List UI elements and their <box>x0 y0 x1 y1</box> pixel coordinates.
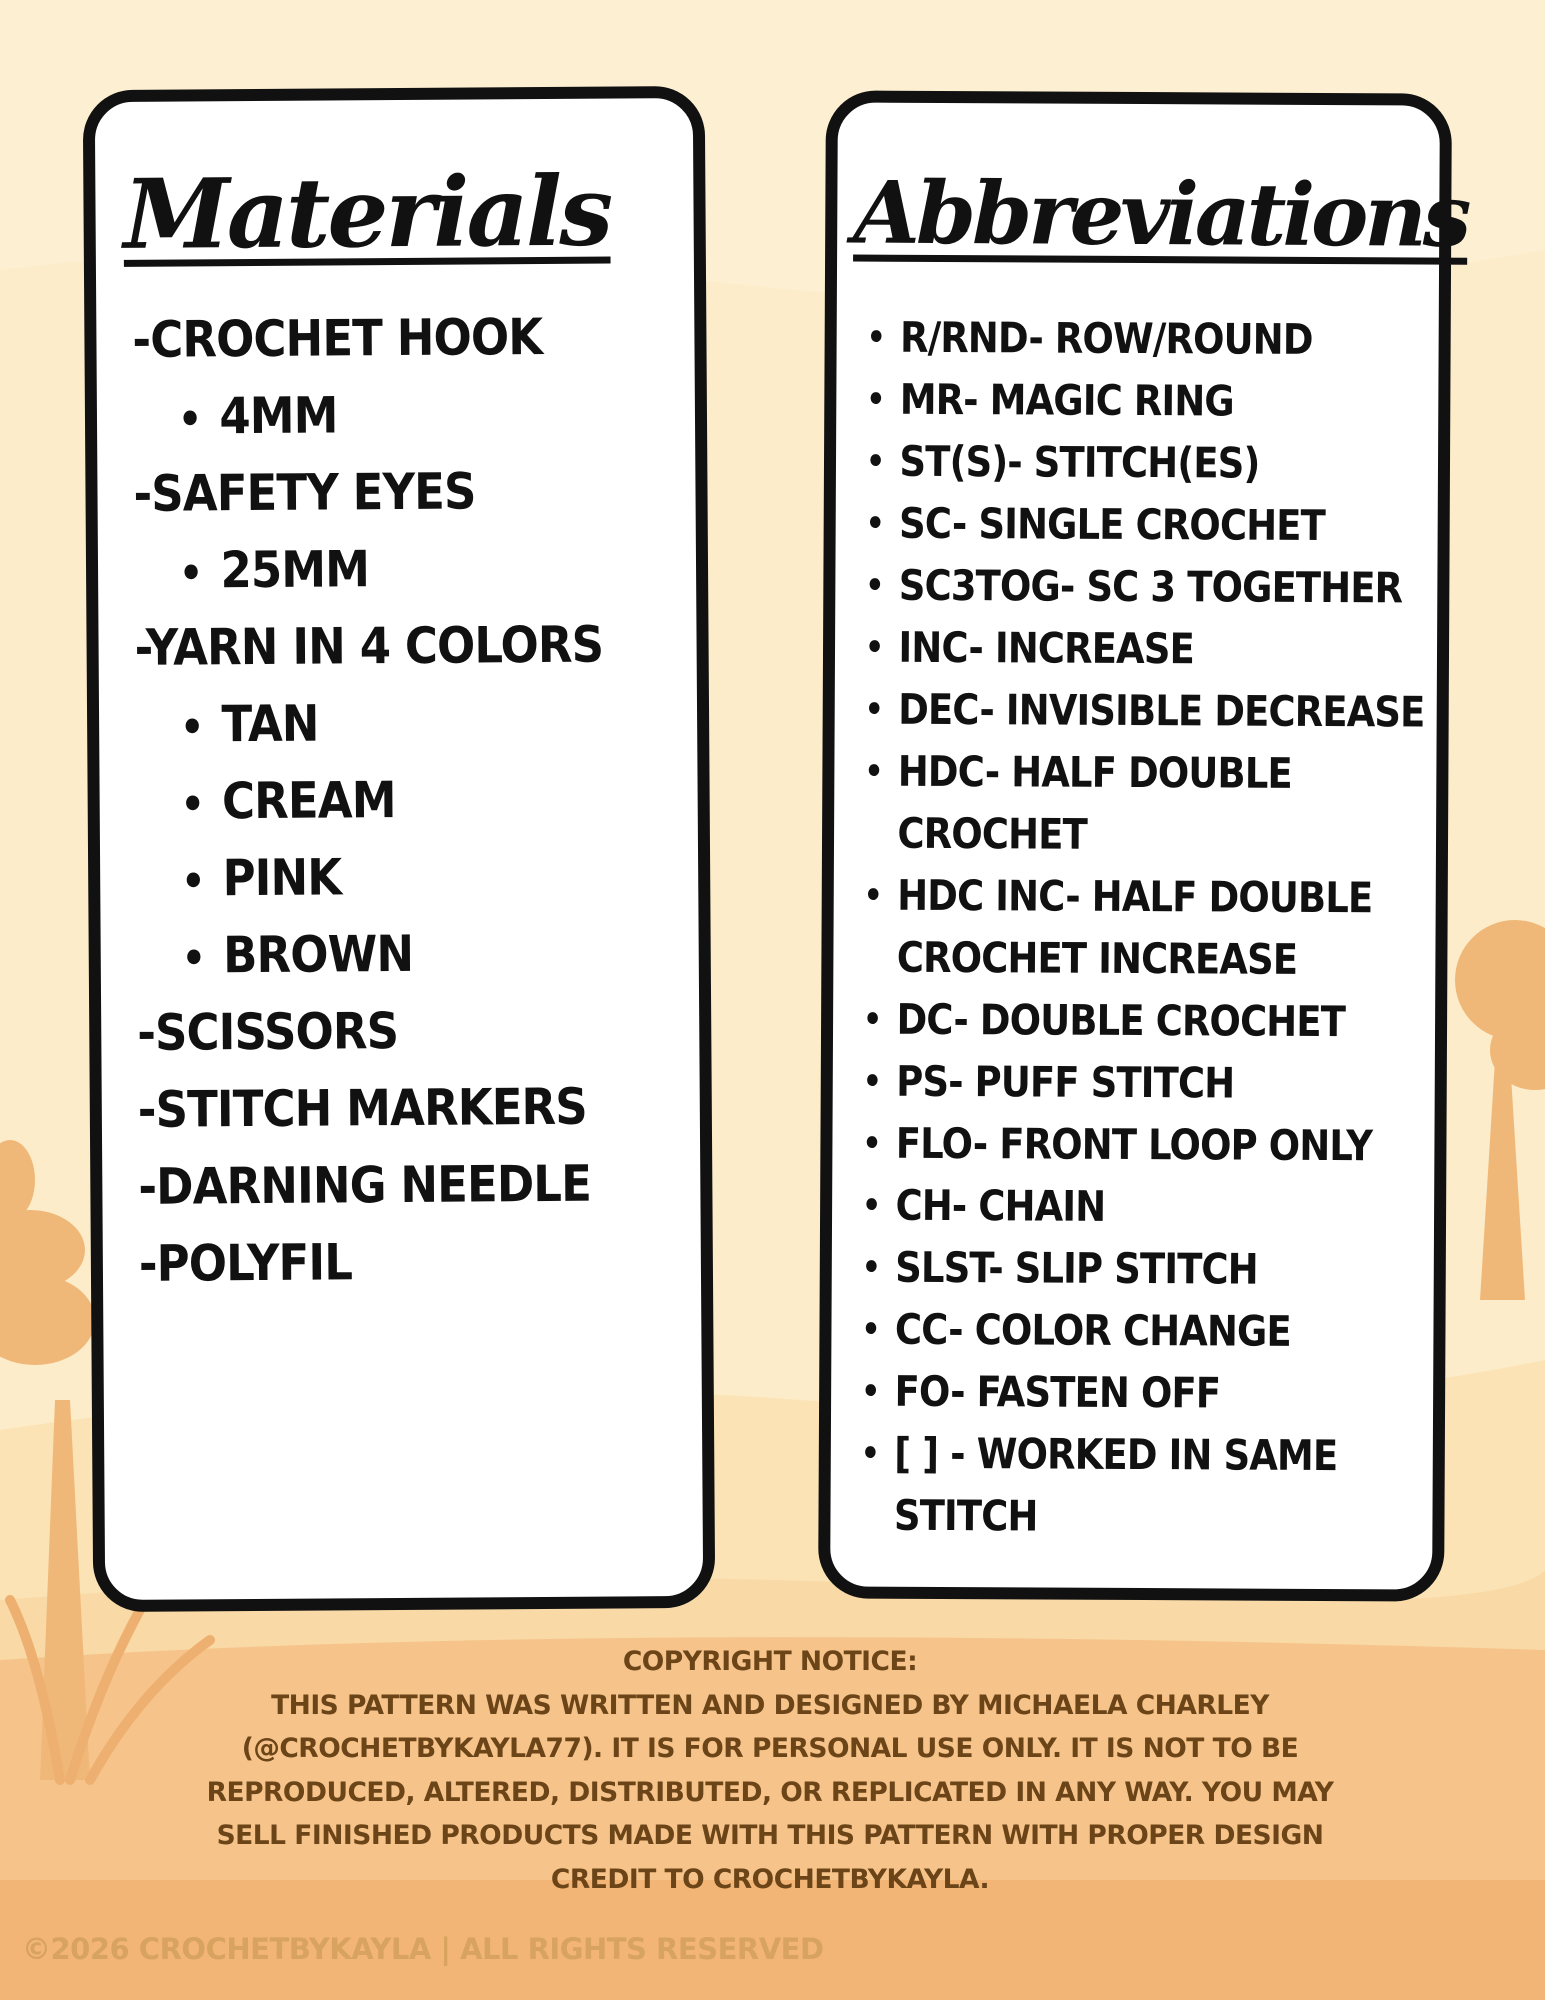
copyright-line: THIS PATTERN WAS WRITTEN AND DESIGNED BY MICHAELA CHARLEY <box>271 1689 1269 1721</box>
abbreviation-item <box>860 1423 1380 1550</box>
copyright-line: SELL FINISHED PRODUCTS MADE WITH THIS PATTERN WITH PROPER DESIGN <box>216 1820 1324 1851</box>
materials-item: -STITCH MARKERS <box>137 1077 588 1139</box>
abbreviation-text: • FLO- FRONT LOOP ONLY <box>895 1118 1373 1171</box>
materials-item: -DARNING NEEDLE <box>138 1154 592 1216</box>
abbreviation-item <box>865 555 1403 620</box>
abbreviation-text: • SC3TOG- SC 3 TOGETHER <box>898 560 1403 613</box>
abbreviation-text: • HDC INC- HALF DOUBLE <box>897 870 1373 923</box>
abbreviation-item <box>863 989 1383 1054</box>
materials-subitem: • PINK <box>136 838 605 918</box>
abbreviation-text: • FO- FASTEN OFF <box>894 1366 1221 1418</box>
abbreviation-text: • CC- COLOR CHANGE <box>894 1304 1291 1356</box>
abbreviation-item <box>866 431 1386 496</box>
abbreviation-text: • PS- PUFF STITCH <box>896 1056 1235 1108</box>
materials-subitem: • 4MM <box>133 376 602 456</box>
abbreviation-item <box>866 307 1386 372</box>
abbreviation-item <box>865 679 1425 744</box>
abbreviation-item <box>866 493 1386 558</box>
materials-item: -YARN IN 4 COLORS <box>134 615 604 677</box>
abbreviations-list <box>860 307 1456 1550</box>
materials-item: -SCISSORS <box>137 1002 399 1062</box>
footer-rights: ©2026 CROCHETBYKAYLA | ALL RIGHTS RESERVED <box>22 1932 824 1966</box>
abbreviation-text: CROCHET INCREASE <box>896 932 1298 984</box>
abbreviation-text: CROCHET <box>897 808 1087 859</box>
abbreviation-text: • HDC- HALF DOUBLE <box>897 746 1292 798</box>
abbreviation-text: • SLST- SLIP STITCH <box>895 1242 1258 1294</box>
copyright-line: REPRODUCED, ALTERED, DISTRIBUTED, OR REPLICATED IN ANY WAY. YOU MAY <box>206 1776 1334 1808</box>
abbreviations-title: Abbreviations <box>853 162 1468 267</box>
materials-list <box>132 298 660 1303</box>
abbreviation-text: • INC- INCREASE <box>898 622 1195 674</box>
abbreviation-item <box>861 1361 1381 1426</box>
abbreviation-text: STITCH <box>893 1490 1038 1541</box>
abbreviation-text: • DEC- INVISIBLE DECREASE <box>898 684 1425 737</box>
materials-subitem: • CREAM <box>135 761 604 841</box>
abbreviation-item <box>866 369 1386 434</box>
materials-subitem: • BROWN <box>136 915 605 995</box>
copyright-heading: COPYRIGHT NOTICE: <box>622 1646 918 1677</box>
materials-item: -POLYFIL <box>138 1233 353 1293</box>
abbreviation-text: • DC- DOUBLE CROCHET <box>896 994 1346 1047</box>
abbreviations-card <box>818 90 1468 1601</box>
abbreviation-text: • MR- MAGIC RING <box>899 374 1234 426</box>
copyright-line: CREDIT TO CROCHETBYKAYLA. <box>550 1863 990 1895</box>
abbreviation-item <box>863 1051 1383 1116</box>
abbreviation-item <box>863 865 1383 992</box>
abbreviation-text: • [ ] - WORKED IN SAME <box>894 1428 1338 1481</box>
materials-item: -SAFETY EYES <box>133 462 476 523</box>
abbreviation-text: • SC- SINGLE CROCHET <box>898 498 1326 550</box>
abbreviation-item <box>862 1113 1382 1178</box>
abbreviation-text: • ST(S)- STITCH(ES) <box>899 436 1260 488</box>
materials-card <box>83 86 716 1612</box>
abbreviation-text: • R/RND- ROW/ROUND <box>899 312 1313 364</box>
abbreviation-item <box>865 617 1385 682</box>
abbreviation-item <box>862 1175 1382 1240</box>
copyright-notice <box>170 1640 1370 1901</box>
materials-subitem: • 25MM <box>134 530 603 610</box>
abbreviation-text: • CH- CHAIN <box>895 1180 1106 1231</box>
abbreviation-item <box>864 741 1384 868</box>
materials-subitem: • TAN <box>135 684 604 764</box>
materials-item: -CROCHET HOOK <box>132 307 543 369</box>
abbreviation-item <box>862 1237 1382 1302</box>
abbreviation-item <box>861 1299 1381 1364</box>
materials-title: Materials <box>123 154 611 271</box>
copyright-line: (@CROCHETBYKAYLA77). IT IS FOR PERSONAL USE ONLY. IT IS NOT TO BE <box>241 1733 1299 1764</box>
